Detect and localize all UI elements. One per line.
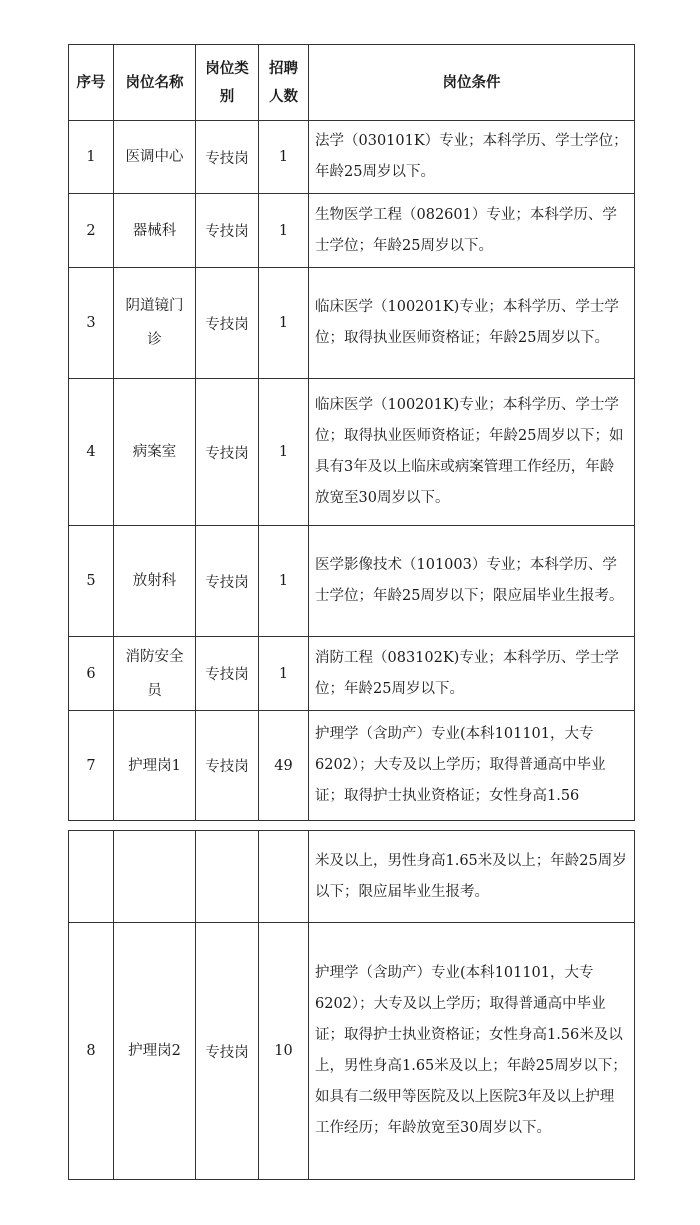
row-no: 4 <box>69 379 114 526</box>
row-count: 1 <box>259 121 309 194</box>
row-conditions: 护理学（含助产）专业(本科101101，大专6202）；大专及以上学历；取得普通高中毕业证；取得护士执业资格证；女性身高1.56 <box>309 711 635 821</box>
row-no: 6 <box>69 637 114 711</box>
positions-table <box>68 44 635 821</box>
row-no <box>69 831 114 923</box>
table-row <box>69 268 635 379</box>
row-no: 1 <box>69 121 114 194</box>
row-conditions: 法学（030101K）专业；本科学历、学士学位；年龄25周岁以下。 <box>309 121 635 194</box>
row-count <box>259 831 309 923</box>
row-no: 2 <box>69 194 114 268</box>
row-category <box>196 831 259 923</box>
row-no: 5 <box>69 526 114 637</box>
row-count: 1 <box>259 194 309 268</box>
table-row <box>69 711 635 821</box>
row-category: 专技岗 <box>196 923 259 1180</box>
row-count: 10 <box>259 923 309 1180</box>
header-conditions: 岗位条件 <box>309 45 635 121</box>
continuation-row <box>69 831 635 923</box>
table-row <box>69 194 635 268</box>
row-category: 专技岗 <box>196 268 259 379</box>
header-name: 岗位名称 <box>114 45 196 121</box>
row-category: 专技岗 <box>196 711 259 821</box>
row-conditions: 临床医学（100201K)专业；本科学历、学士学位；取得执业医师资格证；年龄25周岁以下。 <box>309 268 635 379</box>
row-count: 1 <box>259 268 309 379</box>
table-row <box>69 923 635 1180</box>
row-count: 49 <box>259 711 309 821</box>
row-name <box>114 831 196 923</box>
table-row <box>69 637 635 711</box>
positions-table-continued <box>68 830 635 1180</box>
row-category: 专技岗 <box>196 526 259 637</box>
row-count: 1 <box>259 379 309 526</box>
row-no: 8 <box>69 923 114 1180</box>
row-conditions: 生物医学工程（082601）专业；本科学历、学士学位；年龄25周岁以下。 <box>309 194 635 268</box>
row-no: 3 <box>69 268 114 379</box>
row-name: 护理岗2 <box>114 923 196 1180</box>
row-count: 1 <box>259 637 309 711</box>
row-name: 阴道镜门诊 <box>114 268 196 379</box>
row-count: 1 <box>259 526 309 637</box>
row-category: 专技岗 <box>196 379 259 526</box>
row-category: 专技岗 <box>196 637 259 711</box>
row-category: 专技岗 <box>196 121 259 194</box>
header-category: 岗位类别 <box>196 45 259 121</box>
table-row <box>69 121 635 194</box>
row-no: 7 <box>69 711 114 821</box>
row-conditions: 医学影像技术（101003）专业；本科学历、学士学位；年龄25周岁以下；限应届毕业生报考。 <box>309 526 635 637</box>
row-name: 消防安全员 <box>114 637 196 711</box>
row-name: 器械科 <box>114 194 196 268</box>
row-conditions: 护理学（含助产）专业(本科101101，大专6202）；大专及以上学历；取得普通高中毕业证；取得护士执业资格证；女性身高1.56米及以上，男性身高1.65米及以上；年龄25周岁以下；如具有二级甲等医院及以上医院3年及以上护理工作经历；年龄放宽至30周岁以下。 <box>309 923 635 1180</box>
row-category: 专技岗 <box>196 194 259 268</box>
row-conditions: 消防工程（083102K)专业；本科学历、学士学位；年龄25周岁以下。 <box>309 637 635 711</box>
row-conditions: 米及以上，男性身高1.65米及以上；年龄25周岁以下；限应届毕业生报考。 <box>309 831 635 923</box>
row-name: 护理岗1 <box>114 711 196 821</box>
row-name: 病案室 <box>114 379 196 526</box>
header-count: 招聘人数 <box>259 45 309 121</box>
row-name: 医调中心 <box>114 121 196 194</box>
table-row <box>69 526 635 637</box>
table-row <box>69 379 635 526</box>
row-name: 放射科 <box>114 526 196 637</box>
header-row <box>69 45 635 121</box>
header-no: 序号 <box>69 45 114 121</box>
row-conditions: 临床医学（100201K)专业；本科学历、学士学位；取得执业医师资格证；年龄25周岁以下；如具有3年及以上临床或病案管理工作经历，年龄放宽至30周岁以下。 <box>309 379 635 526</box>
